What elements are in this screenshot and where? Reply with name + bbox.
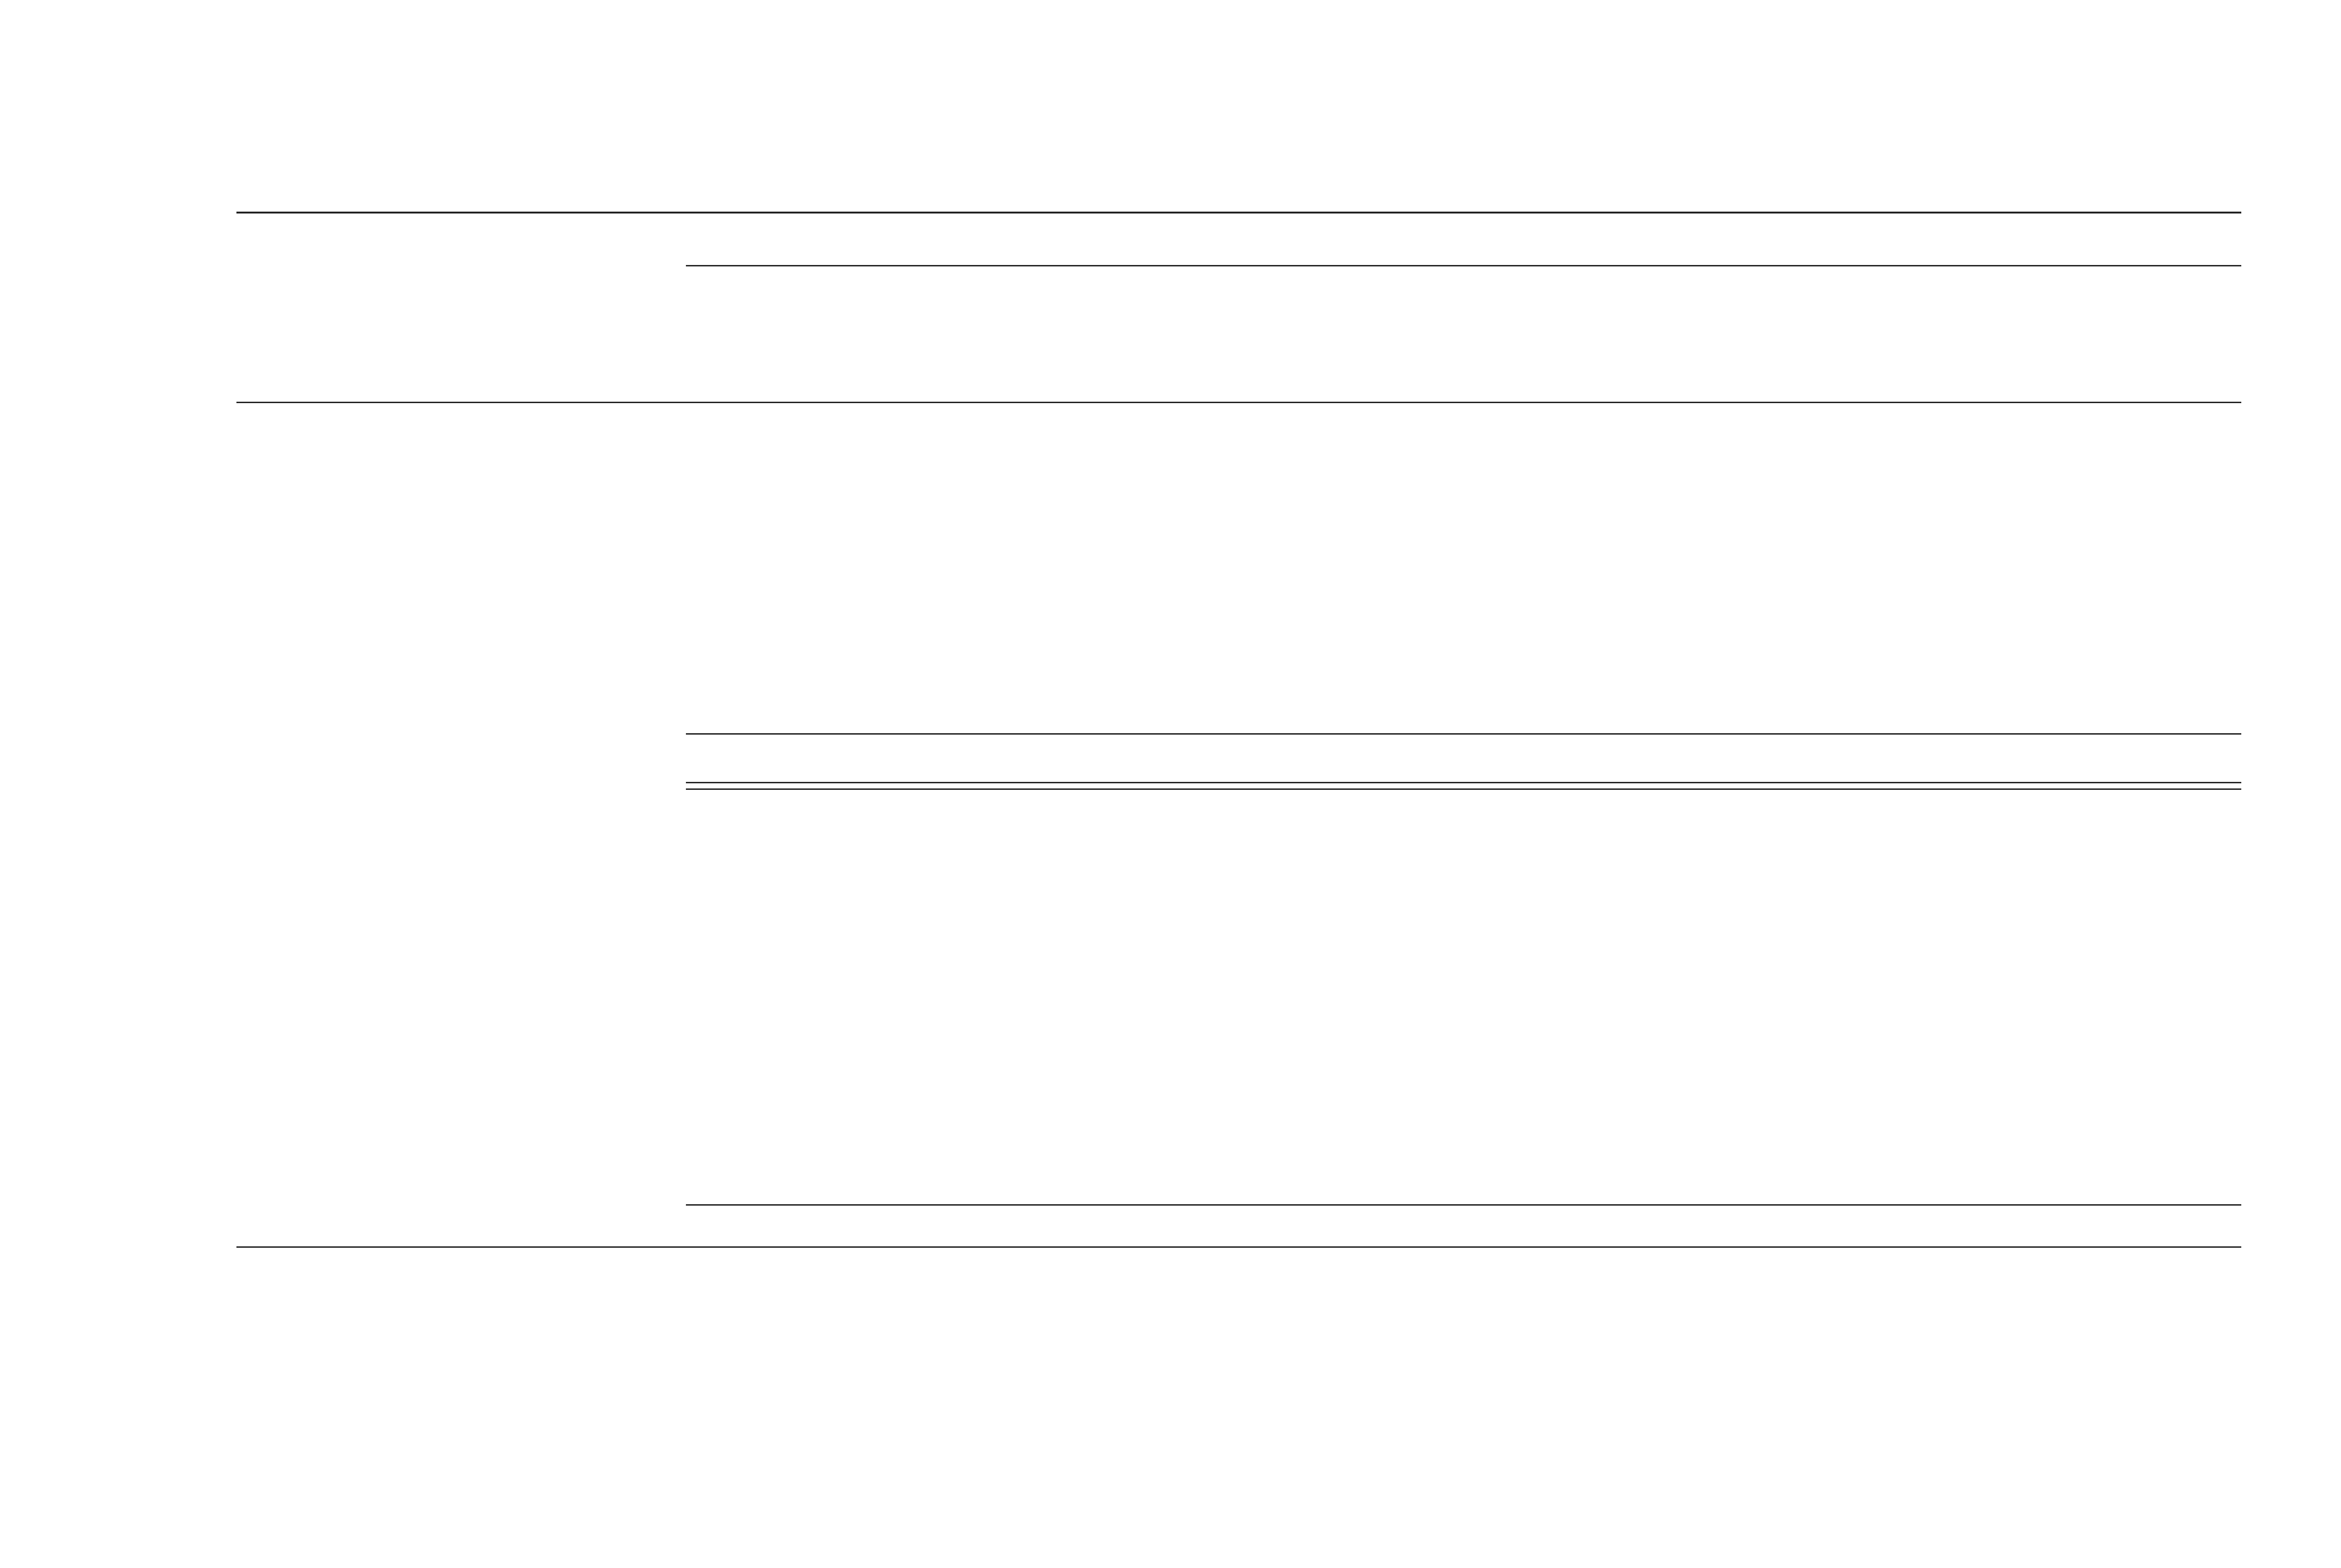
rule-top [236,212,2241,213]
rule-head-bottom [236,402,2241,403]
rule-bottom [236,1246,2241,1248]
rule-total-bottom-1 [686,782,2241,783]
rule-year [686,265,2241,266]
rule-total-top [686,733,2241,735]
rule-total-bottom-2 [686,788,2241,790]
rule-dtotal-top [686,1204,2241,1206]
